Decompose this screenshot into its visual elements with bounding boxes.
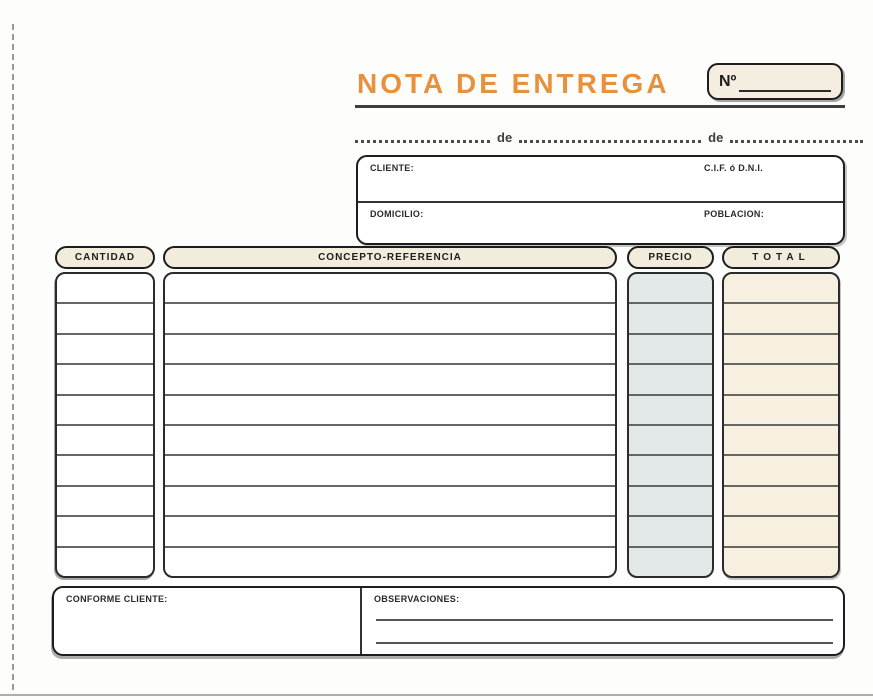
header-precio: PRECIO	[627, 246, 714, 269]
observaciones-section	[362, 588, 843, 654]
client-row-top	[358, 157, 843, 203]
table-row-cell	[724, 456, 838, 486]
pad-bottom-edge	[0, 694, 873, 696]
observaciones-blank-line-1	[376, 619, 833, 621]
date-fill-line	[355, 128, 863, 143]
date-de-word-1: de	[497, 130, 513, 145]
perforation-dashed-edge	[12, 24, 14, 690]
table-row-cell	[57, 456, 153, 486]
table-row-cell	[165, 487, 615, 517]
table-row-cell	[57, 517, 153, 547]
table-row-cell	[165, 548, 615, 576]
client-info-box	[356, 155, 845, 245]
observaciones-label: OBSERVACIONES:	[374, 594, 460, 604]
table-row-cell	[165, 456, 615, 486]
header-cantidad: CANTIDAD	[55, 246, 155, 269]
cliente-label: CLIENTE:	[370, 163, 414, 173]
table-row-cell	[165, 426, 615, 456]
table-row-cell	[724, 304, 838, 334]
table-row-cell	[724, 517, 838, 547]
table-row-cell	[57, 426, 153, 456]
table-row-cell	[724, 548, 838, 576]
table-row-cell	[629, 335, 712, 365]
header-concepto-referencia: CONCEPTO-REFERENCIA	[163, 246, 617, 269]
table-row-cell	[629, 304, 712, 334]
column-cantidad	[55, 272, 155, 578]
table-row-cell	[629, 456, 712, 486]
table-row-cell	[57, 335, 153, 365]
table-row-cell	[165, 335, 615, 365]
title-underline	[355, 105, 845, 108]
table-row-cell	[165, 396, 615, 426]
date-month-blank	[519, 137, 701, 143]
date-de-word-2: de	[708, 130, 724, 145]
table-row-cell	[57, 487, 153, 517]
conforme-cliente-section	[54, 588, 362, 654]
document-number-blank	[739, 90, 831, 92]
form-title: NOTA DE ENTREGA	[357, 68, 670, 99]
date-day-blank	[355, 137, 490, 143]
table-row-cell	[724, 426, 838, 456]
column-precio	[627, 272, 714, 578]
table-row-cell	[57, 274, 153, 304]
column-total	[722, 272, 840, 578]
table-row-cell	[165, 365, 615, 395]
column-concepto-referencia	[163, 272, 617, 578]
observaciones-blank-line-2	[376, 642, 833, 644]
domicilio-label: DOMICILIO:	[370, 209, 424, 219]
table-row-cell	[57, 365, 153, 395]
date-year-blank	[730, 137, 863, 143]
table-row-cell	[629, 274, 712, 304]
footer-box	[52, 586, 845, 656]
table-row-cell	[629, 365, 712, 395]
header-total: TOTAL	[722, 246, 840, 269]
table-row-cell	[724, 365, 838, 395]
table-row-cell	[165, 517, 615, 547]
client-row-bottom	[358, 203, 843, 245]
table-row-cell	[724, 335, 838, 365]
document-number-label: Nº	[719, 72, 737, 90]
table-row-cell	[629, 487, 712, 517]
table-row-cell	[629, 517, 712, 547]
poblacion-label: POBLACION:	[704, 209, 764, 219]
table-row-cell	[165, 274, 615, 304]
document-number-box	[707, 63, 843, 100]
table-row-cell	[629, 426, 712, 456]
table-row-cell	[57, 304, 153, 334]
table-row-cell	[629, 548, 712, 576]
table-row-cell	[724, 274, 838, 304]
table-row-cell	[724, 396, 838, 426]
conforme-cliente-label: CONFORME CLIENTE:	[66, 594, 168, 604]
cif-dni-label: C.I.F. ó D.N.I.	[704, 163, 764, 173]
table-row-cell	[724, 487, 838, 517]
table-row-cell	[57, 396, 153, 426]
table-row-cell	[629, 396, 712, 426]
table-row-cell	[57, 548, 153, 576]
table-row-cell	[165, 304, 615, 334]
